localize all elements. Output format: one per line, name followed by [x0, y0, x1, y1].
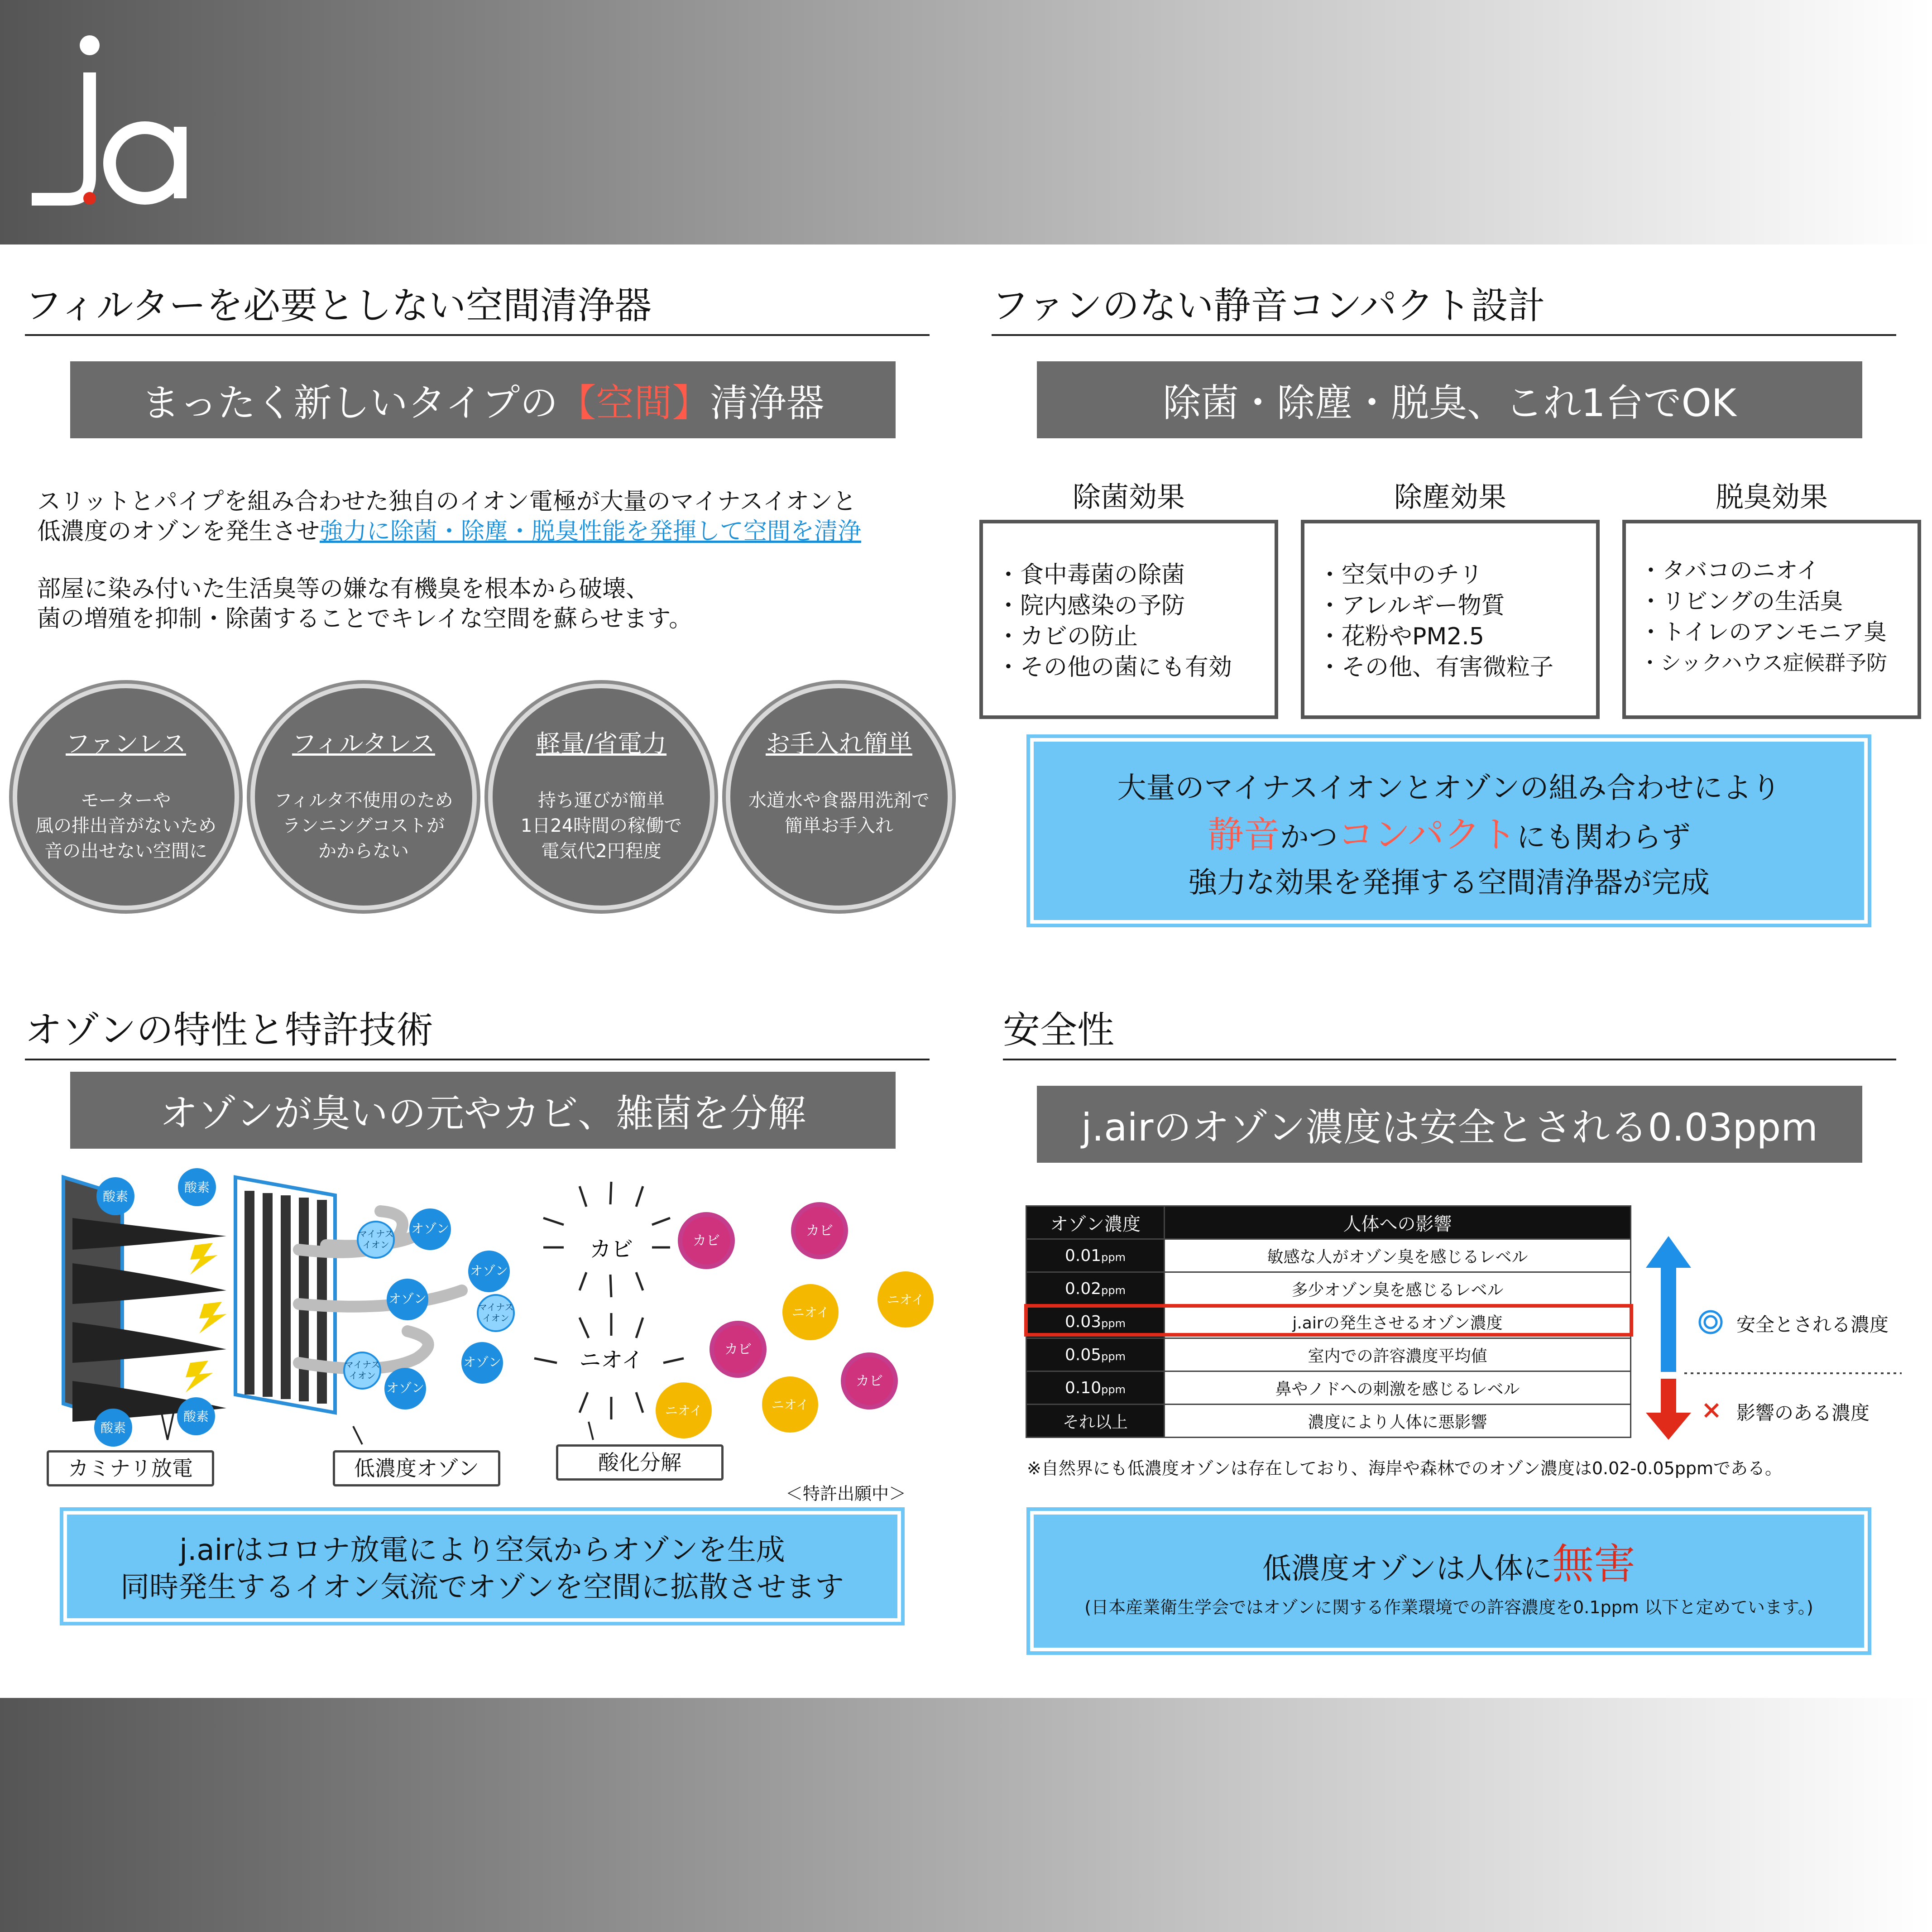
nature-ozone-note: ※自然界にも低濃度オゾンは存在しており、海岸や森林でのオゾン濃度は0.02-0.05ppmである。	[1027, 1458, 1783, 1478]
summary-line-1: 大量のマイナスイオンとオゾンの組み合わせにより	[1117, 772, 1781, 805]
table-header-cell: 人体への影響	[1165, 1206, 1631, 1239]
p1-line-1: スリットとパイプを組み合わせた独自のイオン電極が大量のマイナスイオンと	[37, 488, 857, 515]
label-low-ozone: 低濃度オゾン	[333, 1450, 500, 1486]
legend-safe: 安全とされる濃度	[1736, 1314, 1889, 1336]
legend-harmful: 影響のある濃度	[1736, 1402, 1870, 1424]
p2-line-1: 部屋に染み付いた生活臭等の嫌な有機臭を根本から破壊、	[37, 575, 650, 603]
list-item: ・空気中のチリ	[1318, 561, 1483, 589]
list-item: ・院内感染の予防	[997, 592, 1185, 619]
section-1-banner	[70, 361, 896, 438]
summary-line-1: 低濃度オゾンは人体に無害	[1262, 1540, 1635, 1588]
feature-circle-filterless	[250, 684, 477, 910]
footer-band	[0, 1698, 1932, 1932]
effect-title-disinfect: 除菌効果	[1072, 480, 1185, 513]
effect-title-deodorize: 脱臭効果	[1715, 480, 1828, 513]
svg-text:マイナス: マイナス	[358, 1228, 394, 1239]
svg-text:カビ: カビ	[856, 1373, 883, 1389]
table-row	[1026, 1272, 1631, 1305]
effect-box-dust	[1301, 520, 1600, 719]
svg-text:マイナス: マイナス	[478, 1302, 514, 1313]
feature-title: 軽量/省電力	[536, 729, 667, 758]
list-item: ・花粉やPM2.5	[1318, 623, 1484, 650]
table-header-cell: オゾン濃度	[1026, 1206, 1165, 1239]
section-2-banner: 除菌・除塵・脱臭、これ1台でOK	[1037, 361, 1862, 438]
svg-text:ニオイ: ニオイ	[791, 1305, 829, 1320]
level-cell: それ以上	[1026, 1405, 1165, 1438]
svg-text:カビ: カビ	[724, 1342, 752, 1357]
feature-desc: モーターや 風の排出音がないため 音の出せない空間に	[35, 790, 216, 862]
svg-text:ニオイ: ニオイ	[771, 1397, 809, 1412]
list-item: ・タバコのニオイ	[1640, 557, 1819, 584]
section-3-banner: オゾンが臭いの元やカビ、雑菌を分解	[70, 1072, 896, 1149]
effect-title-dust: 除塵効果	[1394, 480, 1506, 513]
effect-cell: j.airの発生させるオゾン濃度	[1165, 1305, 1631, 1338]
summary-line-2: 静音かつコンパクトにも関わらず	[1207, 814, 1691, 856]
list-item: ・その他、有害微粒子	[1318, 654, 1554, 681]
effect-cell: 鼻やノドへの刺激を感じるレベル	[1165, 1371, 1631, 1405]
level-cell: 0.05ppm	[1026, 1338, 1165, 1371]
tag-ozone: オゾン	[463, 1355, 502, 1370]
feature-desc: 持ち運びが簡単 1日24時間の稼働で 電気代2円程度	[520, 790, 682, 862]
effect-cell: 敏感な人がオゾン臭を感じるレベル	[1165, 1239, 1631, 1272]
banner-text-post: 清浄器	[710, 380, 825, 425]
safety-arrows	[1639, 1236, 1698, 1444]
label-kabi: カビ	[589, 1237, 633, 1262]
list-item: ・食中毒菌の除菌	[997, 561, 1185, 589]
header-band	[0, 0, 1932, 244]
summary-red-word: 無害	[1552, 1540, 1635, 1588]
list-item: ・シックハウス症候群予防	[1640, 651, 1887, 675]
svg-text:イオン: イオン	[482, 1313, 509, 1323]
section-2-title: ファンのない静音コンパクト設計	[992, 284, 1545, 327]
p1-line-2-text: 低濃度のオゾンを発生させ	[37, 518, 320, 545]
feature-title: ファンレス	[66, 729, 186, 758]
table-row	[1026, 1338, 1631, 1371]
svg-text:ニオイ: ニオイ	[887, 1292, 925, 1307]
ozone-mechanism-illustration	[54, 1168, 942, 1485]
cross-icon	[1702, 1400, 1721, 1420]
banner-text-red: 【空間】	[558, 380, 710, 425]
section-4-rule	[1003, 1059, 1896, 1060]
double-circle-icon	[1698, 1309, 1723, 1335]
section-1-title: フィルターを必要としない空間清浄器	[25, 284, 652, 327]
section-2-summary-box	[1030, 738, 1868, 924]
section-1-paragraph-2	[37, 574, 692, 634]
feature-circle-lightweight	[488, 684, 714, 910]
label-oxidation: 酸化分解	[556, 1444, 724, 1481]
list-item: ・アレルギー物質	[1318, 592, 1505, 619]
p1-line-2	[37, 517, 861, 547]
summary-line-3: 強力な効果を発揮する空間清浄器が完成	[1188, 866, 1710, 900]
table-header-row	[1026, 1206, 1631, 1239]
effect-cell: 濃度により人体に悪影響	[1165, 1405, 1631, 1438]
p1-line-2-highlight: 強力に除菌・除塵・脱臭性能を発揮して空間を清浄	[320, 518, 862, 545]
level-cell: 0.03ppm	[1026, 1305, 1165, 1338]
svg-text:マイナス: マイナス	[344, 1359, 380, 1370]
feature-circle-easy-care	[726, 684, 952, 910]
tag-sanso: 酸素	[183, 1409, 209, 1424]
section-2-rule	[992, 334, 1896, 336]
highlighted-jair-row	[1024, 1304, 1633, 1337]
table-row	[1026, 1371, 1631, 1405]
section-1-rule	[25, 334, 930, 336]
svg-text:ニオイ: ニオイ	[665, 1403, 703, 1418]
summary-sub: (日本産業衛生学会ではオゾンに関する作業環境での許容濃度を0.1ppm 以下と定めています。)	[1084, 1597, 1813, 1617]
table-row	[1026, 1239, 1631, 1272]
tag-sanso: 酸素	[102, 1189, 129, 1204]
tag-sanso: 酸素	[184, 1180, 210, 1195]
effect-box-deodorize	[1622, 520, 1921, 719]
effect-cell: 多少オゾン臭を感じるレベル	[1165, 1272, 1631, 1305]
feature-desc: 水道水や食器用洗剤で 簡単お手入れ	[748, 790, 930, 836]
label-nioi: ニオイ	[579, 1347, 643, 1373]
svg-text:イオン: イオン	[362, 1239, 389, 1250]
section-4-banner: j.airのオゾン濃度は安全とされる0.03ppm	[1037, 1086, 1862, 1163]
legend-divider	[1684, 1372, 1902, 1375]
tag-ozone: オゾン	[470, 1263, 508, 1278]
summary-line-2: 同時発生するイオン気流でオゾンを空間に拡散させます	[120, 1571, 844, 1604]
list-item: ・カビの防止	[997, 623, 1138, 650]
section-4-title: 安全性	[1003, 1009, 1115, 1052]
tag-ozone: オゾン	[388, 1291, 427, 1306]
tag-ozone: オゾン	[411, 1221, 450, 1236]
effect-cell: 室内での許容濃度平均値	[1165, 1338, 1631, 1371]
patent-pending-note: ＜特許出願中＞	[786, 1484, 906, 1504]
feature-circle-fanless	[13, 684, 239, 910]
level-cell: 0.10ppm	[1026, 1371, 1165, 1405]
svg-text:イオン: イオン	[349, 1370, 376, 1381]
brand-logo	[23, 27, 195, 217]
feature-title: フィルタレス	[292, 729, 435, 758]
p2-line-2: 菌の増殖を抑制・除菌することでキレイな空間を蘇らせます。	[37, 605, 693, 633]
list-item: ・その他の菌にも有効	[997, 654, 1232, 681]
level-cell: 0.01ppm	[1026, 1239, 1165, 1272]
feature-desc: フィルタ不使用のため ランニングコストが かからない	[274, 790, 453, 862]
section-1-paragraph-1	[37, 487, 861, 547]
summary-line-1: j.airはコロナ放電により空気からオゾンを生成	[179, 1534, 785, 1567]
banner-text-pre: まったく新しいタイプの	[141, 380, 558, 425]
svg-text:カビ: カビ	[806, 1223, 833, 1239]
list-item: ・トイレのアンモニア臭	[1640, 619, 1887, 645]
level-cell: 0.02ppm	[1026, 1272, 1165, 1305]
section-3-title: オゾンの特性と特許技術	[25, 1009, 434, 1052]
tag-sanso: 酸素	[100, 1420, 126, 1435]
label-kaminari-houden: カミナリ放電	[47, 1450, 214, 1486]
tag-ozone: オゾン	[386, 1381, 425, 1395]
section-4-summary-box	[1030, 1511, 1868, 1651]
svg-text:カビ: カビ	[693, 1233, 720, 1249]
effect-box-disinfect	[979, 520, 1278, 719]
feature-title: お手入れ簡単	[766, 729, 912, 758]
section-3-rule	[25, 1059, 930, 1060]
list-item: ・リビングの生活臭	[1640, 588, 1843, 614]
table-row	[1026, 1405, 1631, 1438]
section-3-summary-box	[63, 1511, 901, 1622]
